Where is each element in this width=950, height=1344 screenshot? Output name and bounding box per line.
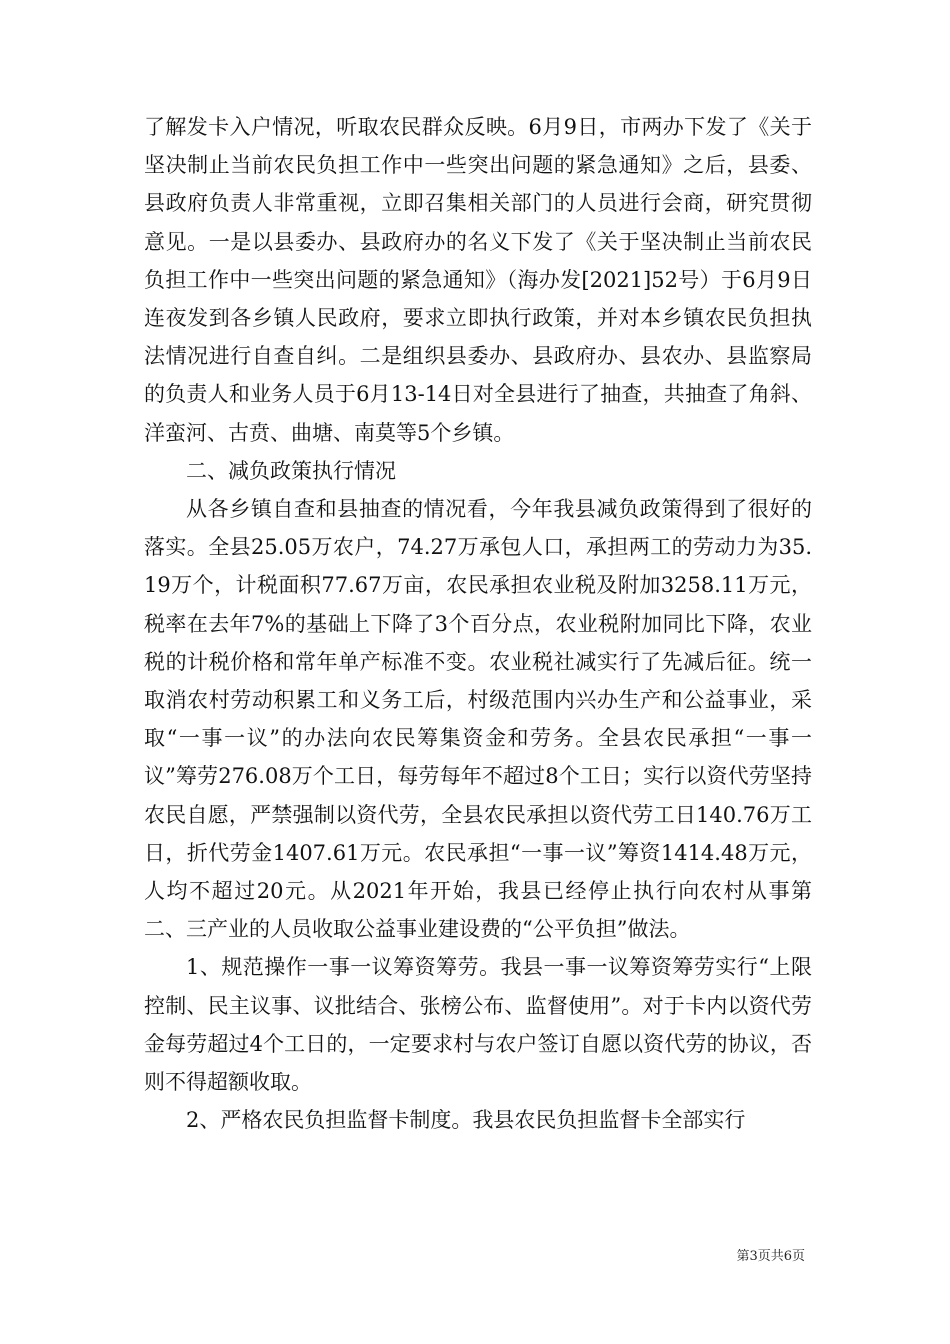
section-heading: 二、减负政策执行情况: [186, 458, 396, 483]
page-number-footer: 第3页共6页: [736, 1249, 805, 1264]
paragraph-continuation: 了解发卡入户情况，听取农民群众反映。6月9日，市两办下发了《关于坚决制止当前农民负担工作中一些突出问题的紧急通知》之后，县委、县政府负责人非常重视，立即召集相关部门的人员进行会商，研究贯彻意见。一是以县委办、县政府办的名义下发了《关于坚决制止当前农民负担工作中一些突出问题的紧急通知》（海办发[2021]52号）于6月9日连夜发到各乡镇人民政府，要求立即执行政策，并对本乡镇农民负担执法情况进行自查自纠。二是组织县委办、县政府办、县农办、县监察局的负责人和业务人员于6月13-14日对全县进行了抽查，共抽查了角斜、洋蛮河、古贲、曲塘、南莫等5个乡镇。: [144, 115, 812, 445]
paragraph-policy-execution: 从各乡镇自查和县抽查的情况看，今年我县减负政策得到了很好的落实。全县25.05万农户，74.27万承包人口，承担两工的劳动力为35.19万个，计税面积77.67万亩，农民承担农业税及附加3258.11万元，税率在去年7%的基础上下降了3个百分点，农业税附加同比下降，农业税的计税价格和常年单产标准不变。农业税社减实行了先减后征。统一取消农村劳动积累工和义务工后，村级范围内兴办生产和公益事业，采取“一事一议”的办法向农民筹集资金和劳务。全县农民承担“一事一议”筹劳276.08万个工日，每劳每年不超过8个工日；实行以资代劳坚持农民自愿，严禁强制以资代劳，全县农民承担以资代劳工日140.76万工日，折代劳金1407.61万元。农民承担“一事一议”筹资1414.48万元，人均不超过20元。从2021年开始，我县已经停止执行向农村从事第二、三产业的人员收取公益事业建设费的“公平负担”做法。: [144, 497, 812, 942]
document-body: [144, 108, 812, 1139]
paragraph-item-2: 2、严格农民负担监督卡制度。我县农民负担监督卡全部实行: [186, 1108, 746, 1133]
paragraph-item-1: 1、规范操作一事一议筹资筹劳。我县一事一议筹资筹劳实行“上限控制、民主议事、议批结合、张榜公布、监督使用”。对于卡内以资代劳金每劳超过4个工日的，一定要求村与农户签订自愿以资代劳的协议，否则不得超额收取。: [144, 955, 812, 1095]
